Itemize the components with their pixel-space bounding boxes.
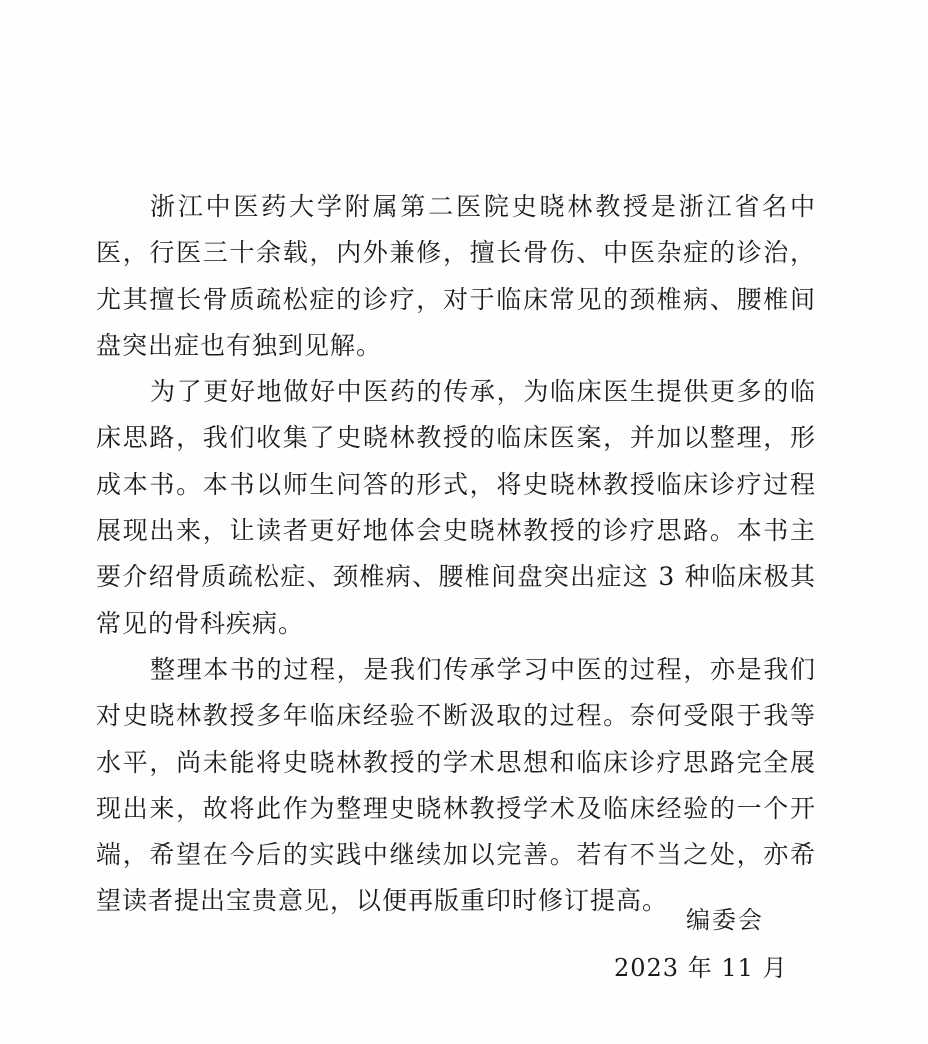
paragraph-1: 浙江中医药大学附属第二医院史晓林教授是浙江省名中医，行医三十余载，内外兼修，擅长骨伤、中医杂症的诊治，尤其擅长骨质疏松症的诊疗，对于临床常见的颈椎病、腰椎间盘突出症也有独到见解。	[96, 192, 816, 360]
paragraph-3: 整理本书的过程，是我们传承学习中医的过程，亦是我们对史晓林教授多年临床经验不断汲取的过程。奈何受限于我等水平，尚未能将史晓林教授的学术思想和临床诊疗思路完全展现出来，故将此作为整理史晓林教授学术及临床经验的一个开端，希望在今后的实践中继续加以完善。若有不当之处，亦希望读者提出宝贵意见，以便再版重印时修订提高。	[96, 654, 816, 916]
paragraph-2: 为了更好地做好中医药的传承，为临床医生提供更多的临床思路，我们收集了史晓林教授的临床医案，并加以整理，形成本书。本书以师生问答的形式，将史晓林教授临床诊疗过程展现出来，让读者更好地体会史晓林教授的诊疗思路。本书主要介绍骨质疏松症、颈椎病、腰椎间盘突出症这 3 种临床极其常见的骨科疾病。	[96, 377, 816, 638]
signature: 编委会	[686, 906, 764, 934]
preface-body	[96, 184, 816, 925]
date: 2023 年 11 月	[614, 954, 788, 982]
